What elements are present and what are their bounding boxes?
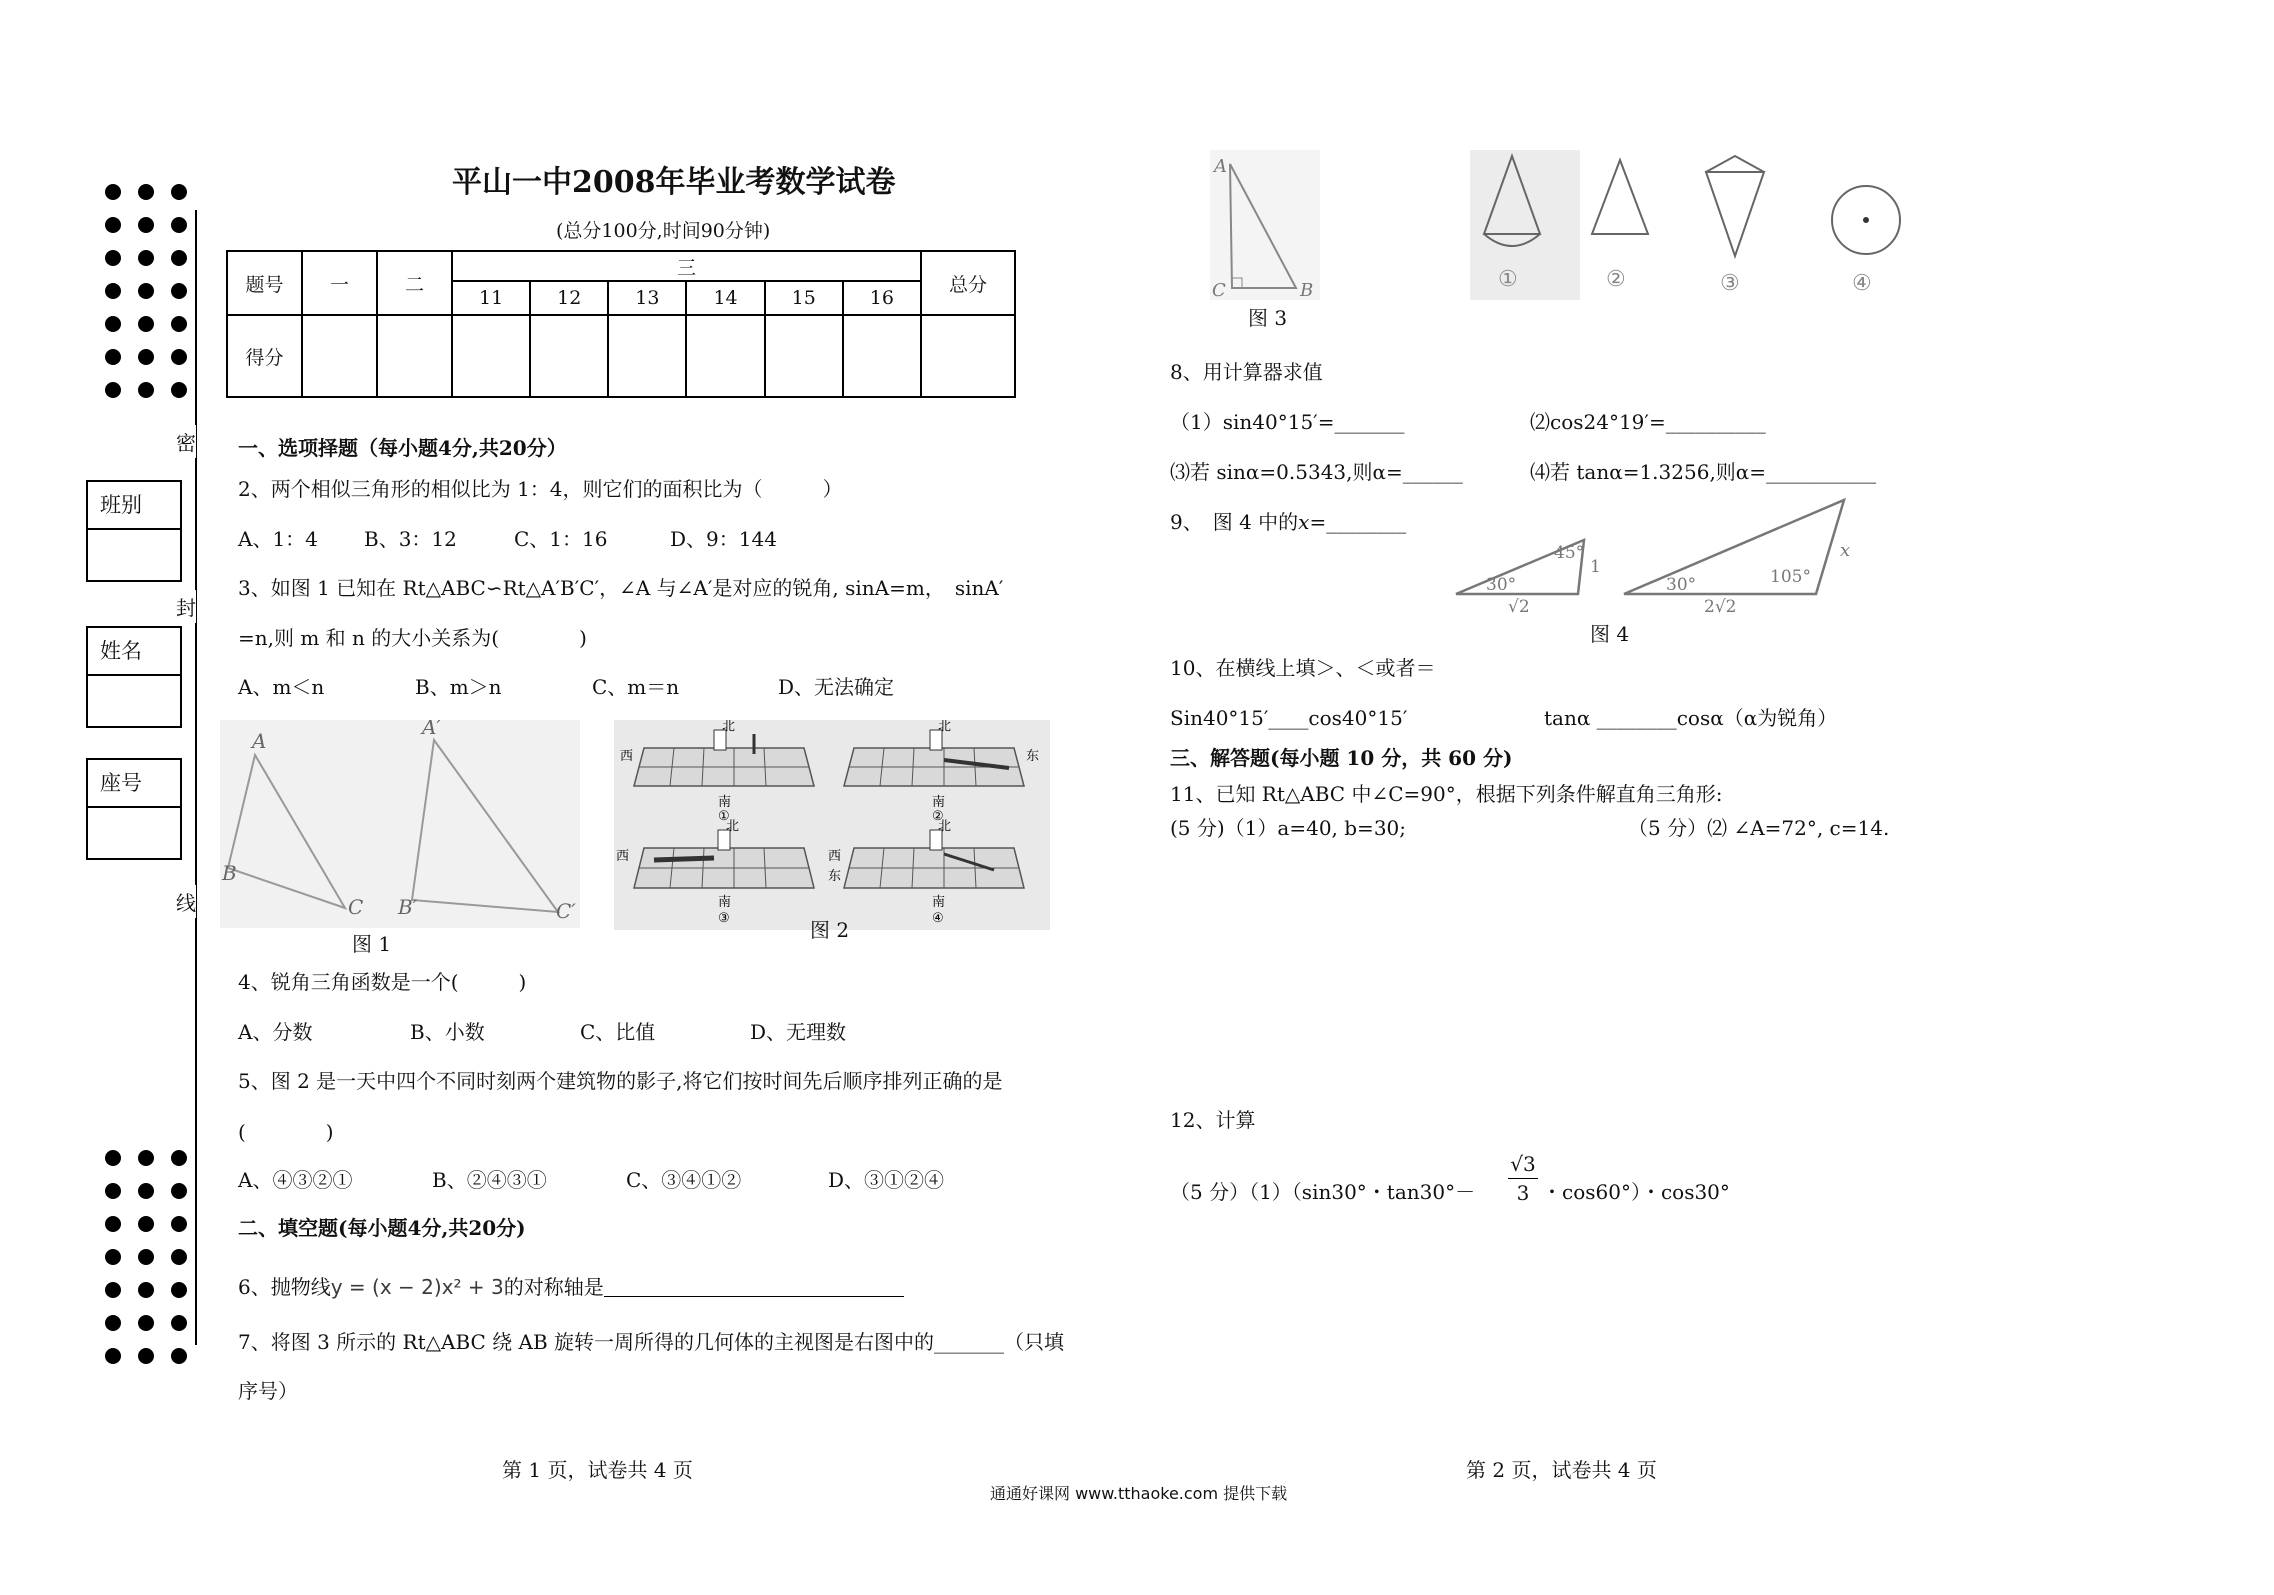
q2-option-b: B、3：12 bbox=[364, 527, 457, 551]
score-header-2: 二 bbox=[377, 251, 452, 315]
fig3-label-b: B bbox=[1300, 280, 1314, 300]
figure-2-shadows bbox=[614, 720, 1050, 930]
q2-option-a: A、1：4 bbox=[238, 527, 318, 551]
binding-hole-dot bbox=[105, 283, 121, 299]
q5-option-c: C、③④①② bbox=[626, 1168, 742, 1192]
fig2-south-4: 南 bbox=[932, 895, 946, 910]
shape-num-3: ③ bbox=[1720, 271, 1740, 296]
score-subheader: 14 bbox=[686, 281, 764, 315]
q9-line bbox=[1170, 512, 1406, 532]
name-field-label: 姓名 bbox=[88, 628, 180, 676]
score-cell[interactable] bbox=[302, 315, 377, 397]
binding-hole-dot bbox=[171, 283, 187, 299]
q5-stem-line1: 5、图 2 是一天中四个不同时刻两个建筑物的影子,将它们按时间先后顺序排列正确的是 bbox=[238, 1069, 1003, 1093]
page-title: 平山一中2008年毕业考数学试卷 bbox=[452, 165, 896, 200]
q5-option-d: D、③①②④ bbox=[828, 1168, 945, 1192]
q2-option-d: D、9：144 bbox=[670, 527, 777, 551]
q6-suffix: 的对称轴是 bbox=[503, 1275, 604, 1299]
binding-hole-dot bbox=[138, 1348, 154, 1364]
score-subheader: 15 bbox=[765, 281, 843, 315]
q11-stem: 11、已知 Rt△ABC 中∠C=90°，根据下列条件解直角三角形: bbox=[1170, 782, 1723, 806]
binding-hole-dot bbox=[138, 217, 154, 233]
footer-source: 通通好课网 www.tthaoke.com 提供下载 bbox=[990, 1484, 1288, 1503]
binding-hole-dot bbox=[171, 1150, 187, 1166]
q6-line bbox=[238, 1277, 904, 1297]
q12-prefix: （5 分）（1）（sin30°・tan30°－ bbox=[1170, 1180, 1476, 1204]
binding-hole-dot bbox=[171, 1249, 187, 1265]
figure-4 bbox=[1450, 494, 1860, 624]
score-cell[interactable] bbox=[452, 315, 530, 397]
seat-field[interactable] bbox=[86, 758, 182, 860]
score-cell[interactable] bbox=[686, 315, 764, 397]
fig1-label-c: C bbox=[348, 895, 364, 919]
binding-hole-dot bbox=[105, 1282, 121, 1298]
fig2-north-3: 北 bbox=[726, 819, 740, 834]
binding-hole-dot bbox=[105, 1348, 121, 1364]
fig1-label-c2: C′ bbox=[556, 899, 576, 923]
score-cell[interactable] bbox=[921, 315, 1015, 397]
shape-num-2: ② bbox=[1606, 267, 1626, 292]
shape-num-1: ① bbox=[1498, 267, 1518, 292]
binding-hole-dot bbox=[138, 184, 154, 200]
binding-hole-dot bbox=[105, 1216, 121, 1232]
binding-hole-dot bbox=[138, 382, 154, 398]
figure-1-triangles bbox=[220, 720, 580, 928]
figure-1-caption: 图 1 bbox=[352, 932, 392, 956]
score-cell[interactable] bbox=[530, 315, 608, 397]
binding-hole-dot bbox=[138, 1216, 154, 1232]
fig2-east-2: 东 bbox=[1026, 749, 1040, 764]
fig2-south-1: 南 bbox=[718, 795, 732, 810]
score-table bbox=[226, 250, 1016, 398]
fig1-label-a2: A′ bbox=[422, 720, 441, 739]
name-field[interactable] bbox=[86, 626, 182, 728]
fig2-panel-2 bbox=[844, 720, 1039, 824]
q4-option-a: A、分数 bbox=[238, 1020, 313, 1044]
fig4-t1-45: 45° bbox=[1554, 543, 1585, 563]
binding-hole-dot bbox=[105, 217, 121, 233]
q9-blank[interactable]: =________ bbox=[1309, 510, 1407, 534]
seal-char-feng: 封 bbox=[176, 590, 196, 623]
fig2-south-2: 南 bbox=[932, 795, 946, 810]
fig3-label-c: C bbox=[1212, 280, 1226, 300]
binding-hole-dot bbox=[171, 382, 187, 398]
fig2-panel-4 bbox=[828, 819, 1024, 926]
fig2-num-3: ③ bbox=[718, 911, 730, 926]
binding-hole-dot bbox=[138, 316, 154, 332]
q6-answer-blank[interactable] bbox=[604, 1278, 904, 1297]
q5-option-a: A、④③②① bbox=[238, 1168, 353, 1192]
fig4-t1-base: √2 bbox=[1508, 597, 1530, 617]
figure-1 bbox=[220, 720, 580, 928]
fig2-north-1: 北 bbox=[722, 720, 736, 734]
binding-hole-dot bbox=[105, 1315, 121, 1331]
fig3-label-a: A bbox=[1214, 156, 1227, 177]
q2-option-c: C、1：16 bbox=[514, 527, 608, 551]
q12-numerator: √3 bbox=[1508, 1150, 1538, 1179]
seal-char-xian: 线 bbox=[176, 885, 196, 918]
score-cell[interactable] bbox=[377, 315, 452, 397]
q2-stem: 2、两个相似三角形的相似比为 1：4，则它们的面积比为（ ） bbox=[238, 477, 843, 501]
score-subheader: 13 bbox=[608, 281, 686, 315]
q8-part2: ⑵cos24°19′=__________ bbox=[1530, 410, 1766, 434]
solid-views bbox=[1470, 150, 1930, 300]
class-field[interactable] bbox=[86, 480, 182, 582]
seat-field-label: 座号 bbox=[88, 760, 180, 808]
seal-char-mi: 密 bbox=[176, 425, 196, 458]
score-cell[interactable] bbox=[765, 315, 843, 397]
fig2-north-4: 北 bbox=[938, 819, 952, 834]
fig2-panel-1 bbox=[620, 720, 814, 824]
score-cell[interactable] bbox=[608, 315, 686, 397]
score-cell[interactable] bbox=[843, 315, 921, 397]
binding-hole-dot bbox=[171, 217, 187, 233]
binding-hole-dot bbox=[105, 382, 121, 398]
binding-hole-dot bbox=[105, 184, 121, 200]
shape-num-4: ④ bbox=[1852, 271, 1872, 296]
score-header-tihao: 题号 bbox=[227, 251, 302, 315]
binding-hole-dot bbox=[138, 1150, 154, 1166]
binding-hole-dot bbox=[105, 316, 121, 332]
q3-option-d: D、无法确定 bbox=[778, 675, 895, 699]
q4-option-b: B、小数 bbox=[410, 1020, 485, 1044]
q6-prefix: 6、抛物线 bbox=[238, 1275, 331, 1299]
score-subheader: 11 bbox=[452, 281, 530, 315]
binding-hole-dot bbox=[171, 1183, 187, 1199]
binding-hole-dot bbox=[171, 316, 187, 332]
q7-line2: 序号） bbox=[238, 1379, 298, 1403]
fig2-num-2: ② bbox=[932, 809, 944, 824]
q3-option-b: B、m＞n bbox=[415, 675, 502, 699]
section2-heading: 二、填空题(每小题4分,共20分) bbox=[238, 1216, 526, 1240]
q10-part2: tanα ________cosα（α为锐角） bbox=[1544, 706, 1838, 730]
binding-hole-dot bbox=[105, 349, 121, 365]
q4-option-d: D、无理数 bbox=[750, 1020, 847, 1044]
page-subtitle: (总分100分,时间90分钟) bbox=[556, 220, 771, 242]
footer-page1: 第 1 页，试卷共 4 页 bbox=[502, 1458, 693, 1482]
score-header-3: 三 bbox=[452, 251, 921, 281]
binding-hole-dot bbox=[171, 1282, 187, 1298]
binding-hole-dot bbox=[138, 250, 154, 266]
fig4-t2-30: 30° bbox=[1666, 575, 1697, 595]
score-header-1: 一 bbox=[302, 251, 377, 315]
score-row-label: 得分 bbox=[227, 315, 302, 397]
q8-part1: （1）sin40°15′=_______ bbox=[1170, 410, 1405, 434]
q3-stem-line1: 3、如图 1 已知在 Rt△ABC∽Rt△A′B′C′，∠A 与∠A′是对应的锐角, sinA=m， sinA′ bbox=[238, 576, 1004, 600]
q6-formula: y = (x − 2)x² + 3 bbox=[330, 1275, 504, 1299]
binding-hole-dot bbox=[171, 250, 187, 266]
fig1-label-b: B bbox=[222, 861, 237, 885]
q11-part1: (5 分)（1）a=40, b=30; bbox=[1170, 816, 1407, 840]
q12-denominator: 3 bbox=[1516, 1181, 1530, 1205]
q8-stem: 8、用计算器求值 bbox=[1170, 360, 1323, 384]
fig2-west-3: 西 bbox=[616, 849, 630, 864]
fig4-t2-105: 105° bbox=[1770, 567, 1811, 587]
class-field-label: 班别 bbox=[88, 482, 180, 530]
q12-suffix: ・cos60°）・cos30° bbox=[1542, 1180, 1730, 1204]
binding-hole-dot bbox=[171, 1216, 187, 1232]
binding-hole-dot bbox=[138, 349, 154, 365]
fig1-label-a: A bbox=[252, 729, 267, 753]
q3-option-a: A、m＜n bbox=[238, 675, 325, 699]
section1-heading: 一、选项择题（每小题4分,共20分） bbox=[238, 436, 567, 460]
q3-option-c: C、m＝n bbox=[592, 675, 680, 699]
binding-hole-dot bbox=[171, 1348, 187, 1364]
binding-hole-dot bbox=[105, 1249, 121, 1265]
q11-part2: （5 分）⑵ ∠A=72°, c=14. bbox=[1628, 816, 1890, 840]
fig4-t1-side1: 1 bbox=[1590, 557, 1601, 577]
score-header-total: 总分 bbox=[921, 251, 1015, 315]
figure-3-triangle bbox=[1210, 150, 1320, 300]
binding-hole-dot bbox=[171, 1315, 187, 1331]
figure-4-caption: 图 4 bbox=[1590, 622, 1630, 646]
fig2-west-1: 西 bbox=[620, 749, 634, 764]
q12-fraction bbox=[1508, 1150, 1538, 1207]
fig4-t1-30: 30° bbox=[1486, 575, 1517, 595]
fig4-t2-x: x bbox=[1840, 540, 1851, 561]
q10-stem: 10、在横线上填＞、＜或者＝ bbox=[1170, 656, 1436, 680]
binding-hole-dot bbox=[138, 283, 154, 299]
binding-hole-dot bbox=[105, 1183, 121, 1199]
q10-part1: Sin40°15′____cos40°15′ bbox=[1170, 706, 1408, 730]
section3-heading: 三、解答题(每小题 10 分，共 60 分) bbox=[1170, 746, 1513, 770]
q8-part3: ⑶若 sinα=0.5343,则α=______ bbox=[1170, 460, 1463, 484]
binding-hole-dot bbox=[138, 1315, 154, 1331]
binding-hole-dot bbox=[171, 349, 187, 365]
binding-hole-dot bbox=[138, 1282, 154, 1298]
footer-page2: 第 2 页，试卷共 4 页 bbox=[1466, 1458, 1657, 1482]
binding-hole-dot bbox=[105, 1150, 121, 1166]
binding-hole-dot bbox=[171, 184, 187, 200]
fig2-north-2: 北 bbox=[938, 720, 952, 734]
fig2-east-4: 东 bbox=[828, 869, 842, 884]
q3-stem-line2: =n,则 m 和 n 的大小关系为( ) bbox=[238, 626, 587, 650]
q4-option-c: C、比值 bbox=[580, 1020, 656, 1044]
fig2-south-3: 南 bbox=[718, 895, 732, 910]
fig1-label-b2: B′ bbox=[398, 895, 418, 919]
figure-2 bbox=[614, 720, 1050, 930]
figure-2-caption: 图 2 bbox=[810, 918, 850, 942]
figure-3 bbox=[1210, 150, 1320, 300]
binding-hole-dot bbox=[105, 250, 121, 266]
q5-stem-line2: ( ) bbox=[238, 1120, 334, 1144]
fig2-num-4: ④ bbox=[932, 911, 944, 926]
q9-stem: 9、 图 4 中的 bbox=[1170, 510, 1299, 534]
binding-hole-dot bbox=[138, 1249, 154, 1265]
fig2-west-4: 西 bbox=[828, 849, 842, 864]
solid-views-svg bbox=[1470, 150, 1930, 300]
binding-hole-dot bbox=[138, 1183, 154, 1199]
q9-var: x bbox=[1298, 510, 1310, 534]
q4-stem: 4、锐角三角函数是一个( ) bbox=[238, 970, 527, 994]
score-subheader: 16 bbox=[843, 281, 921, 315]
q12-stem: 12、计算 bbox=[1170, 1108, 1256, 1132]
fig2-num-1: ① bbox=[718, 809, 730, 824]
q5-option-b: B、②④③① bbox=[432, 1168, 547, 1192]
figure-3-caption: 图 3 bbox=[1248, 306, 1288, 330]
q8-part4: ⑷若 tanα=1.3256,则α=___________ bbox=[1530, 460, 1877, 484]
q7-line1: 7、将图 3 所示的 Rt△ABC 绕 AB 旋转一周所得的几何体的主视图是右图中的_______（只填 bbox=[238, 1330, 1065, 1354]
fig2-panel-3 bbox=[616, 819, 814, 926]
fig4-t2-base: 2√2 bbox=[1704, 597, 1737, 617]
score-subheader: 12 bbox=[530, 281, 608, 315]
binding-line bbox=[195, 210, 197, 1345]
figure-4-triangles bbox=[1450, 494, 1860, 624]
